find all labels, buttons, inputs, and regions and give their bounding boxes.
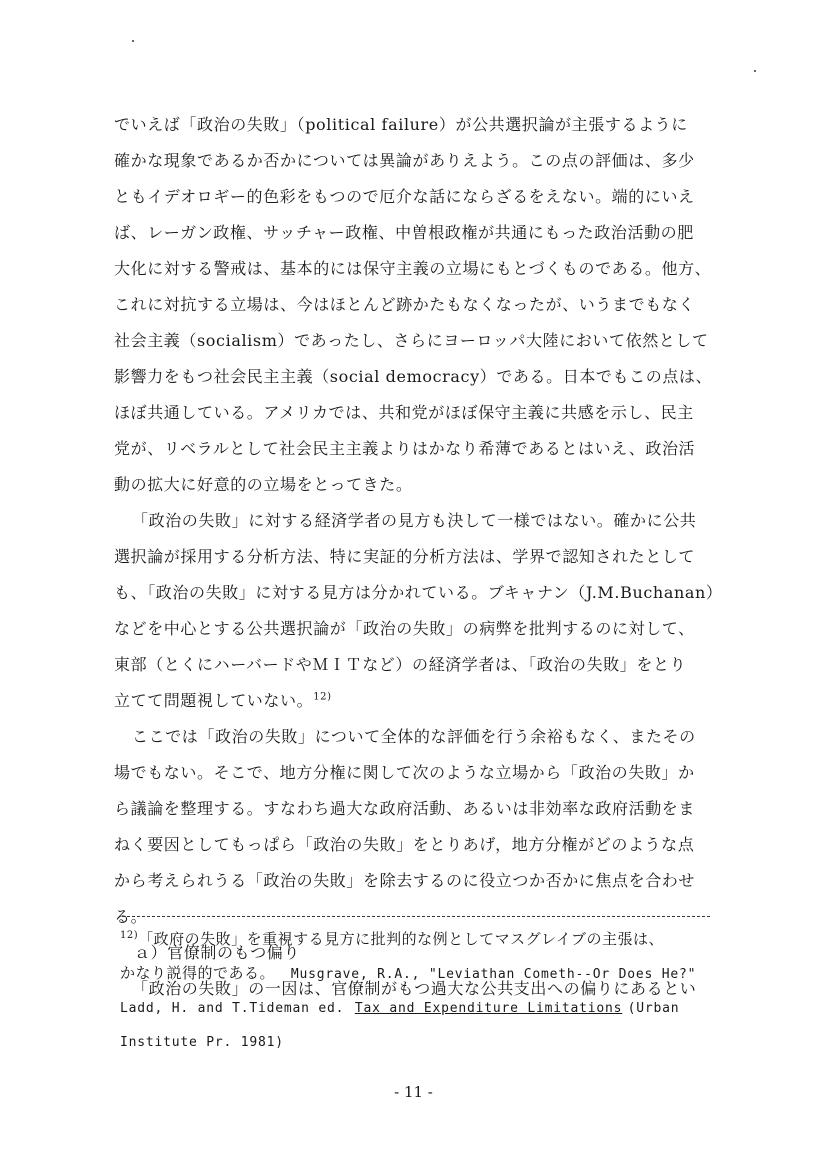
body-line: 確かな現象であるか否かについては異論がありえよう。この点の評価は、多少 xyxy=(114,151,695,170)
body-line: でいえば「政治の失敗」（political failure）が公共選択論が主張するように xyxy=(114,115,688,134)
footnote-book-title: Tax and Expenditure Limitations xyxy=(354,1001,623,1016)
body-line xyxy=(114,683,719,719)
body-line: 東部（とくにハーバードやＭＩＴなど）の経済学者は、「政治の失敗」をとり xyxy=(114,655,687,674)
footnote-citation: Musgrave, R.A., "Leviathan Cometh--Or Does He?" xyxy=(290,967,697,982)
body-line: ほぼ共通している。アメリカでは、共和党がほぼ保守主義に共感を示し、民主 xyxy=(114,403,694,422)
page-number: - 11 - xyxy=(394,1083,433,1101)
paragraph-start-line: 「政治の失敗」に対する経済学者の見方も決して一様ではない。確かに公共 xyxy=(132,511,697,530)
footnote-citation: Institute Pr. 1981) xyxy=(120,1035,284,1050)
footnote-marker: 12) xyxy=(120,930,139,941)
footnote-block xyxy=(120,922,720,1058)
footnote-text: 「政府の失敗」を重視する見方に批判的な例としてマスグレイブの主張は、 xyxy=(138,930,664,948)
body-line: 選択論が採用する分析方法、特に実証的分析方法は、学界で認知されたとして xyxy=(114,547,696,566)
body-line: 場でもない。そこで、地方分権に関して次のような立場から「政治の失敗」か xyxy=(114,763,695,782)
body-line: る。 xyxy=(114,907,148,926)
body-line: から考えられうる「政治の失敗」を除去するのに役立つか否かに焦点を合わせ xyxy=(114,871,696,890)
body-line: ねく要因としてもっぱら「政治の失敗」をとりあげ，地方分権がどのような点 xyxy=(114,835,695,854)
paragraph-start-line: 「政治の失敗」の一因は、官僚制がもつ過大な公共支出への偏りにあるとい xyxy=(132,979,697,998)
footnote-line xyxy=(120,1024,720,1058)
body-line: ら議論を整理する。すなわち過大な政府活動、あるいは非効率な政府活動をま xyxy=(114,799,696,818)
body-line: ば、レーガン政権、サッチャー政権、中曽根政権が共通にもった政治活動の肥 xyxy=(114,223,694,242)
section-subheading: ａ）官僚制のもつ偏り xyxy=(134,943,301,962)
paragraph-start-line: ここでは「政治の失敗」について全体的な評価を行う余裕もなく、またその xyxy=(132,727,696,746)
footnote-line xyxy=(120,922,720,956)
footnote-reference[interactable]: 12) xyxy=(313,691,332,703)
footnote-text: かなり説得的である。 xyxy=(120,964,276,982)
body-line-text: 立てて問題視していない。 xyxy=(114,691,314,710)
body-line: などを中心とする公共選択論が「政治の失敗」の病弊を批判するのに対して、 xyxy=(114,619,695,638)
body-line: ともイデオロギー的色彩をもつので厄介な話にならざるをえない。端的にいえ xyxy=(114,187,695,206)
scan-speck xyxy=(132,40,134,42)
footnote-citation: Ladd, H. and T.Tideman ed. xyxy=(120,1001,345,1016)
body-line: 影響力をもつ社会民主主義（social democracy）である。日本でもこの点は、 xyxy=(114,367,713,386)
body-line: 大化に対する警戒は、基本的には保守主義の立場にもとづくものである。他方、 xyxy=(114,259,712,278)
body-text xyxy=(114,107,723,1007)
body-line: 動の拡大に好意的の立場をとってきた。 xyxy=(114,475,413,494)
footnote-line xyxy=(120,956,720,990)
footnote-citation: (Urban xyxy=(627,1001,680,1016)
footnote-line xyxy=(120,990,720,1024)
body-line: これに対抗する立場は、今はほとんど跡かたもなくなったが、いうまでもなく xyxy=(114,295,696,314)
body-line: も、「政治の失敗」に対する見方は分かれている。ブキャナン（J.M.Buchanan） xyxy=(114,583,723,602)
footnote-separator xyxy=(122,916,710,917)
body-line: 党が、リベラルとして社会民主主義よりはかなり希薄であるとはいえ、政治活 xyxy=(114,439,696,458)
body-line: 社会主義（socialism）であったし、さらにヨーロッパ大陸において依然として xyxy=(114,331,709,350)
scan-speck xyxy=(754,70,756,72)
